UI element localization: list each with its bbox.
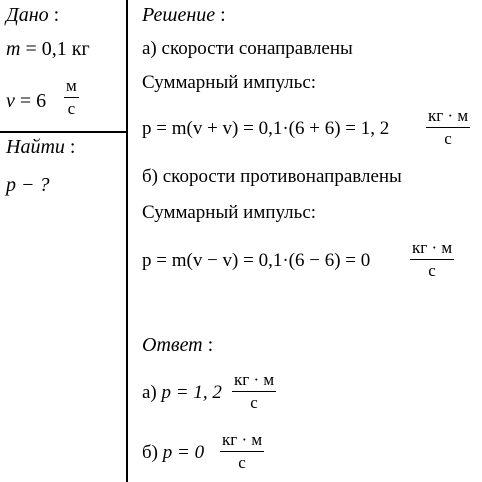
case-a-title: а) скорости сонаправлены [142, 38, 353, 59]
answer-a-unit-fraction: кг · м с [234, 370, 275, 413]
find-heading: Найти : [6, 136, 76, 158]
case-a-label: Суммарный импульс: [142, 72, 317, 93]
given-divider [0, 131, 127, 133]
case-b-formula: p = m(v − v) = 0,1·(6 − 6) = 0 [142, 250, 371, 271]
fraction-bar [64, 97, 79, 98]
case-b-label: Суммарный импульс: [142, 202, 317, 223]
find-item: p − ? [6, 174, 50, 196]
answer-heading: Ответ : [142, 334, 214, 356]
vertical-divider [126, 0, 128, 482]
fraction-bar [426, 127, 470, 128]
given-heading: Дано : [6, 4, 60, 26]
given-velocity: v = 6 [6, 90, 47, 112]
solution-heading: Решение : [142, 4, 226, 26]
case-b-unit-fraction: кг · м с [412, 238, 453, 281]
answer-b-unit-fraction: кг · м с [222, 430, 263, 473]
case-b-title: б) скорости противонаправлены [142, 166, 402, 187]
given-mass: m = 0,1 кг [6, 38, 90, 60]
answer-a: а) p = 1, 2 [142, 382, 222, 403]
case-a-formula: p = m(v + v) = 0,1·(6 + 6) = 1, 2 [142, 118, 390, 139]
velocity-unit-fraction: м с [66, 76, 77, 119]
fraction-bar [410, 259, 454, 260]
fraction-bar [232, 391, 276, 392]
case-a-unit-fraction: кг · м с [428, 106, 469, 149]
answer-b: б) p = 0 [142, 442, 205, 463]
fraction-bar [220, 451, 264, 452]
